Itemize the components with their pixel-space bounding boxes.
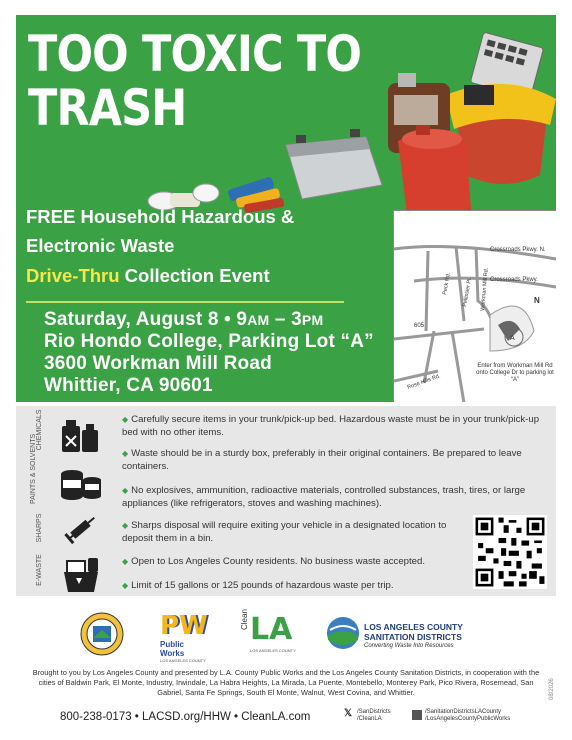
hazardous-items-photo <box>136 25 556 215</box>
subheading-line1: FREE Household Hazardous & <box>26 206 295 227</box>
map-lot-label: A <box>510 335 515 342</box>
bullet-residents-only: ◆ Open to Los Angeles County residents. No business waste accepted. <box>122 556 426 567</box>
bullet-icon: ◆ <box>122 581 129 590</box>
subheading-line2: Electronic Waste <box>26 235 175 256</box>
event-date: Saturday, August 8 • 9AM – 3PM <box>44 309 324 330</box>
bullet-sturdy-box: ◆ Waste should be in a sturdy box, preferably in their original containers. Be prepared to leave containers. <box>122 448 522 472</box>
sanitation-emblem-icon <box>326 616 360 650</box>
bullet-icon: ◆ <box>122 521 129 530</box>
subheading-line3: Drive-Thru Collection Event <box>26 265 270 286</box>
facebook-icon <box>412 710 422 720</box>
drive-thru-highlight: Drive-Thru <box>26 265 120 286</box>
map-north-label: N <box>534 296 540 305</box>
ewaste-bin-icon <box>60 554 104 594</box>
bullet-prohibited: ◆ No explosives, ammunition, radioactive materials, controlled substances, trash, tires, or large appliances (like refrigerators, stoves and washing machines). <box>122 485 526 509</box>
credits-text: Brought to you by Los Angeles County and presented by L.A. County Public Works and the Los Angeles County Sanitation Districts, in cooperation with the cities of Baldwin Park, El Monte, Industry, Irwindale, La Habra Heights, La Mirada, La Puente, Montebello, Monterey Park, Pico Rivera, Rosemead, San Gabriel, Santa Fe Springs, South El Monte, Walnut, West Covina, and Whittier. <box>32 668 540 697</box>
event-city: Whittier, CA 90601 <box>44 375 213 396</box>
contact-line[interactable]: 800-238-0173 • LACSD.org/HHW • CleanLA.com <box>60 711 311 723</box>
category-label-paints: PAINTS & SOLVENTS <box>30 433 37 504</box>
x-icon: 𝕏 <box>344 708 353 719</box>
facebook-social[interactable]: /SanitationDistrictsLACounty /LosAngelesCountyPublicWorks <box>412 709 510 723</box>
location-map <box>393 210 556 402</box>
bullet-icon: ◆ <box>122 449 129 458</box>
map-label-freeway: 605 <box>414 323 425 329</box>
syringe-icon <box>62 510 102 546</box>
paint-cans-icon <box>58 462 104 502</box>
headline: TOO TOXIC TO TRASH <box>28 25 362 137</box>
sanitation-districts-logo: LOS ANGELES COUNTY SANITATION DISTRICTS Converting Waste Into Resources <box>326 612 496 656</box>
bullet-sharps: ◆ Sharps disposal will require exiting your vehicle in a designated location to deposit them in a bin. <box>122 520 447 544</box>
category-label-chemicals: CHEMICALS <box>36 409 43 451</box>
qr-code[interactable] <box>473 515 547 589</box>
hero-panel <box>16 15 556 402</box>
event-street: 3600 Workman Mill Road <box>44 353 272 374</box>
map-note: Enter from Workman Mill Rd onto College Dr to parking lot “A” <box>476 363 554 383</box>
car-battery-image <box>286 129 382 199</box>
event-location: Rio Hondo College, Parking Lot “A” <box>44 331 374 352</box>
category-label-ewaste: E-WASTE <box>36 554 43 586</box>
map-label-crossroads: Crossroads Pkwy. <box>490 277 538 283</box>
bullet-limit: ◆ Limit of 15 gallons or 125 pounds of hazardous waste per trip. <box>122 580 394 591</box>
bullet-secure-items: ◆ Carefully secure items in your trunk/pick-up bed. Hazardous waste must be in your trunk/pick-up bed with no other items. <box>122 414 540 438</box>
divider <box>26 301 344 303</box>
map-label-pellissier: Pellissier Pl. <box>462 276 474 308</box>
x-social[interactable]: 𝕏 /SanDistricts /CleanLA <box>344 708 391 722</box>
bullet-icon: ◆ <box>122 557 129 566</box>
public-works-logo: PW Public Works LOS ANGELES COUNTY <box>160 611 208 663</box>
map-label-workman: Workman Mill Rd. <box>480 267 490 312</box>
category-label-sharps: SHARPS <box>36 513 43 543</box>
print-code: 08/2026 <box>549 678 555 700</box>
bullet-icon: ◆ <box>122 415 129 424</box>
map-label-crossroads-n: Crossroads Pkwy. N. <box>490 247 546 253</box>
map-label-rose-hills: Rose Hills Rd. <box>406 373 442 391</box>
gas-can-image <box>398 125 472 215</box>
bullet-icon: ◆ <box>122 486 129 495</box>
la-county-seal-logo <box>80 612 124 656</box>
map-label-peck: Peck Rd. <box>442 272 452 296</box>
chemicals-icon <box>58 414 104 454</box>
